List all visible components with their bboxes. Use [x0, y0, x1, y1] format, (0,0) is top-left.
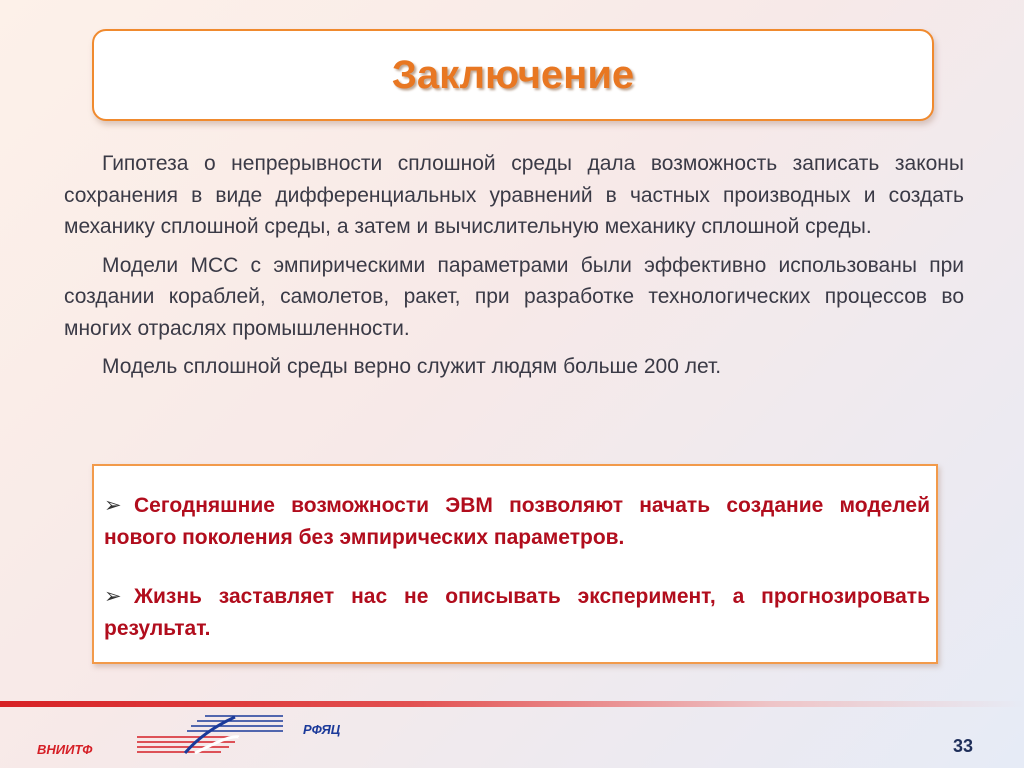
body-text: [64, 148, 964, 390]
footer-org-left: ВНИИТФ: [37, 742, 93, 757]
paragraph-3: Модель сплошной среды верно служит людям больше 200 лет.: [102, 355, 722, 378]
slide-title: Заключение: [391, 52, 635, 97]
highlight-item-1: [104, 490, 930, 553]
highlight-text-1: Сегодняшние возможности ЭВМ позволяют начать создание моделей нового поколения без эмпирических параметров.: [104, 494, 930, 549]
title-box: [92, 29, 934, 121]
institute-logo-icon: [135, 713, 285, 757]
paragraph-2: Модели МСС с эмпирическими параметрами были эффективно использованы при создании кораблей, самолетов, ракет, при разработке технологических процессов во многих отраслях промышленности.: [64, 253, 964, 340]
footer-org-right: РФЯЦ: [303, 722, 341, 737]
highlight-item-2: [104, 581, 930, 644]
arrow-bullet-icon: ➢: [104, 585, 122, 608]
highlight-box: [92, 464, 938, 664]
arrow-bullet-icon: ➢: [104, 494, 122, 517]
footer-divider: [0, 701, 1024, 707]
paragraph-1: Гипотеза о непрерывности сплошной среды дала возможность записать законы сохранения в виде дифференциальных уравнений в частных производных и создать механику сплошной среды, а затем и вычислительную механику сплошной среды.: [64, 152, 964, 238]
highlight-text-2: Жизнь заставляет нас не описывать эксперимент, а прогнозировать результат.: [104, 585, 930, 640]
page-number: 33: [953, 736, 974, 756]
